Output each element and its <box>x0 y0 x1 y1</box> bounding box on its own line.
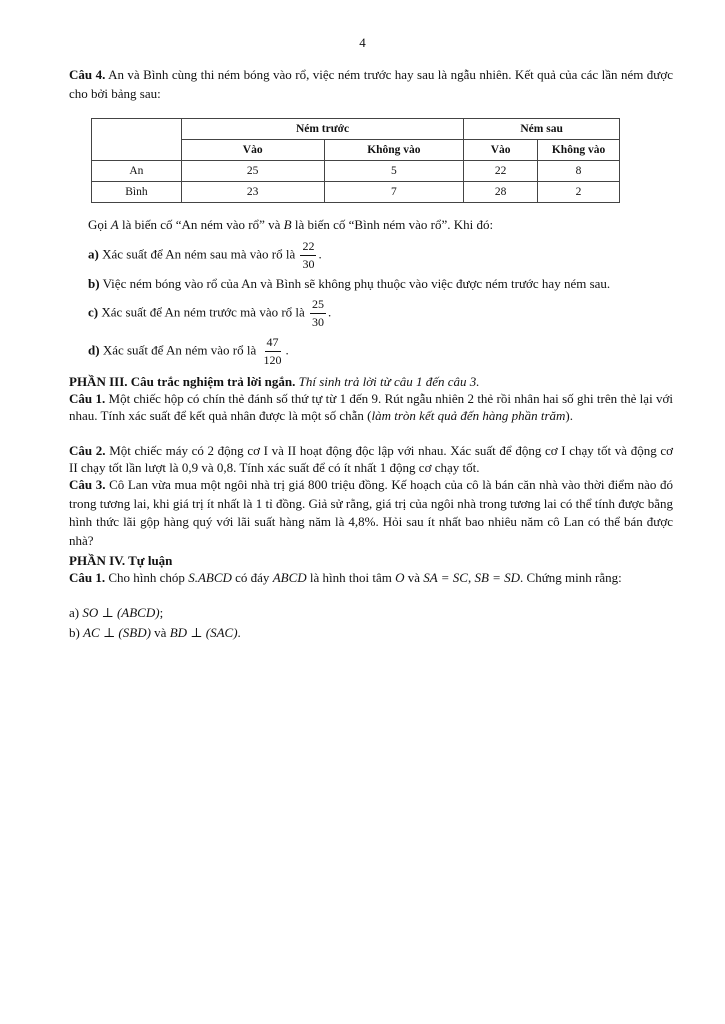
option-tail: . <box>318 246 322 262</box>
part-3-q1-note: làm tròn kết quả đến hàng phần trăm <box>371 408 566 423</box>
part-4-q1-text: là hình thoi tâm <box>306 570 396 585</box>
part-3-q2-label: Câu 2. <box>69 443 106 458</box>
part-3-question-3 <box>69 476 673 550</box>
option-tail: . <box>285 342 289 358</box>
subquestion-a-label: a) <box>69 605 80 620</box>
option-d-label: d) <box>88 342 100 358</box>
subquestion-b-label: b) <box>69 625 80 640</box>
fraction-numerator: 25 <box>310 296 326 314</box>
table-cell: 8 <box>538 161 620 182</box>
option-a-text: Xác suất để An ném sau mà vào rổ là <box>102 246 296 262</box>
header-nem-truoc: Ném trước <box>181 119 463 140</box>
subquestion-tail: ; <box>159 605 164 620</box>
math-expression: BD ⊥ (SAC) <box>169 625 238 640</box>
question-4-stem <box>69 66 673 103</box>
part-3-q1-label: Câu 1. <box>69 391 106 406</box>
question-4-text: An và Bình cùng thi ném bóng vào rổ, việc ném trước hay sau là ngẫu nhiên. Kết quả của các lần ném được cho bởi bảng sau: <box>69 67 673 101</box>
table-cell: 23 <box>181 182 324 203</box>
part-3-q2-text: Một chiếc máy có 2 động cơ I và II hoạt động độc lập với nhau. Xác suất để động cơ I chạy tốt và động cơ II chạy tốt lần lượt là 0,9 và 0,8. Tính xác suất để có ít nhất 1 động cơ chạy tốt. <box>69 443 674 475</box>
math-expression: SB = SD <box>474 570 521 585</box>
table-cell: 5 <box>324 161 464 182</box>
table-cell: 7 <box>324 182 464 203</box>
part-4-heading <box>69 552 673 569</box>
option-c-label: c) <box>88 304 99 320</box>
fraction-denominator: 30 <box>302 257 315 271</box>
fraction-denominator: 120 <box>263 353 282 367</box>
part-3-question-1 <box>69 390 673 424</box>
row-name-cell: Bình <box>92 182 182 203</box>
question-4-intro <box>88 216 673 235</box>
part-3-q1-tail: ). <box>565 408 573 423</box>
subquestion-text: và <box>150 625 170 640</box>
part-4-subquestion-a <box>69 604 673 623</box>
part-3-heading <box>69 373 673 390</box>
intro-text: Gọi <box>88 217 111 232</box>
part-4-q1-text: , <box>467 570 475 585</box>
part-3-title: PHẦN III. Câu trắc nghiệm trả lời ngắn. <box>69 374 296 389</box>
part-4-subquestion-b <box>69 624 673 643</box>
table-row <box>92 161 620 182</box>
part-4-q1-text: . Chứng minh rằng: <box>520 570 622 585</box>
part-3-q3-text: Cô Lan vừa mua một ngôi nhà trị giá 800 triệu đồng. Kế hoạch của cô là bán căn nhà vào thời điểm nào đó trong tương lai, khi giá trị ít nhất là 1 tỉ đồng. Giả sử rằng, giá trị của ngôi nhà trong tương lai có thể tính được bằng hình thức lãi gộp hàng quý với lãi suất hàng năm là 4,8%. Hỏi sau ít nhất bao nhiêu năm cô Lan có thể bán được nhà? <box>69 477 674 548</box>
subquestion-tail: . <box>237 625 241 640</box>
option-b-label: b) <box>88 276 100 291</box>
option-a-label: a) <box>88 246 99 262</box>
part-3-q1-text: Một chiếc hộp có chín thẻ đánh số thứ tự từ 1 đến 9. Rút ngẫu nhiên 2 thẻ rồi nhân hai số ghi trên thẻ lại với nhau. Tính xác suất để kết quả nhân được là một số chẵn ( <box>69 391 673 423</box>
page-number: 4 <box>359 35 366 50</box>
table-cell: 28 <box>464 182 538 203</box>
option-d <box>88 334 678 369</box>
table-row <box>92 182 620 203</box>
fraction-denominator: 30 <box>312 315 325 329</box>
fraction <box>310 296 326 331</box>
table-cell: 25 <box>181 161 324 182</box>
math-expression: ABCD <box>272 570 307 585</box>
fraction <box>262 334 284 369</box>
part-3-q3-label: Câu 3. <box>69 477 106 492</box>
table-cell: 22 <box>464 161 538 182</box>
subheader-cell: Vào <box>181 140 324 161</box>
math-expression: SA = SC <box>423 570 468 585</box>
part-3-question-2 <box>69 442 673 476</box>
table-corner-cell <box>92 119 182 161</box>
math-expression: O <box>395 570 405 585</box>
intro-text: là biến cố “Bình ném vào rổ”. Khi đó: <box>291 217 494 232</box>
subheader-cell: Không vào <box>538 140 620 161</box>
option-d-text: Xác suất để An ném vào rổ là <box>102 342 257 358</box>
fraction-numerator: 22 <box>300 238 316 256</box>
part-3-note: Thí sinh trả lời từ câu 1 đến câu 3. <box>298 374 480 389</box>
fraction-numerator: 47 <box>265 334 281 352</box>
option-c-text: Xác suất để An ném trước mà vào rổ là <box>101 304 305 320</box>
subheader-cell: Vào <box>464 140 538 161</box>
question-4-label: Câu 4. <box>69 67 106 82</box>
event-b-symbol: B <box>283 217 292 232</box>
intro-text: là biến cố “An ném vào rổ” và <box>118 217 284 232</box>
math-expression: S.ABCD <box>188 570 232 585</box>
part-4-q1-text: Cho hình chóp <box>108 570 189 585</box>
results-table <box>91 118 620 203</box>
part-4-q1-text: và <box>404 570 424 585</box>
table-cell: 2 <box>538 182 620 203</box>
option-b-text: Việc ném bóng vào rổ của An và Bình sẽ không phụ thuộc vào việc được ném trước hay ném sau. <box>102 276 611 291</box>
option-c <box>88 296 678 331</box>
event-a-symbol: A <box>110 217 119 232</box>
part-4-question-1 <box>69 569 673 586</box>
header-nem-sau: Ném sau <box>464 119 620 140</box>
option-b <box>88 276 678 292</box>
math-expression: SO ⊥ (ABCD) <box>82 605 160 620</box>
math-expression: AC ⊥ (SBD) <box>83 625 151 640</box>
option-tail: . <box>328 304 332 320</box>
subheader-cell: Không vào <box>324 140 464 161</box>
part-4-q1-text: có đáy <box>231 570 273 585</box>
option-a <box>88 238 678 273</box>
part-4-q1-label: Câu 1. <box>69 570 106 585</box>
fraction <box>300 238 316 273</box>
part-4-title: PHẦN IV. Tự luận <box>69 553 173 568</box>
row-name-cell: An <box>92 161 182 182</box>
